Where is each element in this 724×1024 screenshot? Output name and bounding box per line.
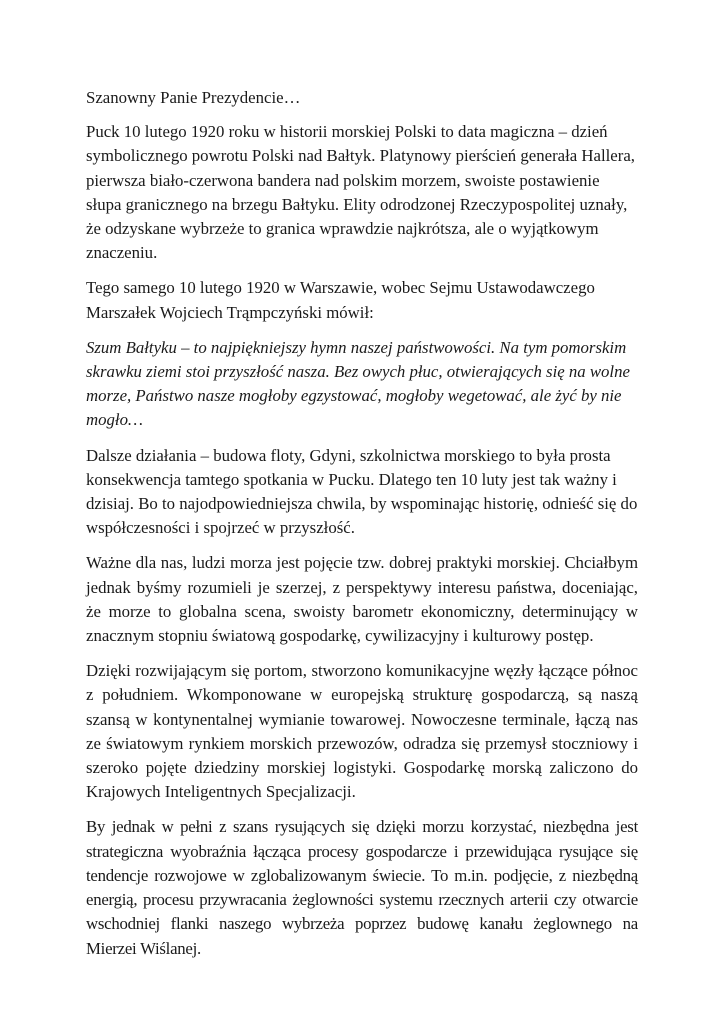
salutation: Szanowny Panie Prezydencie…: [86, 88, 301, 107]
paragraph-puck-1920: Puck 10 lutego 1920 roku w historii morskiej Polski to data magiczna – dzień symbolicznego powrotu Polski nad Bałtyk. Platynowy pierścień generała Hallera, pierwsza biało-czerwona bandera nad polskim morzem, swoiste postawienie słupa granicznego na brzegu Bałtyku. Elity odrodzonej Rzeczypospolitej uznały, że odzyskane wybrzeże to granica wprawdzie najkrótsza, ale o wyjątkowym znaczeniu.: [86, 122, 635, 263]
paragraph-sejm: Tego samego 10 lutego 1920 w Warszawie, wobec Sejmu Ustawodawczego Marszałek Wojciech Trąmpczyński mówił:: [86, 278, 595, 322]
quote-trampczynski: Szum Bałtyku – to najpiękniejszy hymn naszej państwowości. Na tym pomorskim skrawku ziemi stoi przyszłość nasza. Bez owych płuc, otwierających się na wolne morze, Państwo nasze mogłoby egzystować, mogłoby wegetować, ale żyć by nie mogło…: [86, 337, 630, 430]
paragraph-consequences: Dalsze działania – budowa floty, Gdyni, szkolnictwa morskiego to była prosta konsekwencja tamtego spotkania w Pucku. Dlatego ten 10 luty jest tak ważny i dzisiaj. Bo to najodpowiedniejsza chwila, by wspominając historię, odnieść się do współczesności i spojrzeć w przyszłość.: [86, 445, 638, 538]
paragraph-maritime-practice: Ważne dla nas, ludzi morza jest pojęcie tzw. dobrej praktyki morskiej. Chciałbym jednak byśmy rozumieli je szerzej, z perspektywy interesu państwa, doceniając, że morze to globalna scena, swoisty barometr ekonomiczny, determinujący w znacznym stopniu światową gospodarkę, cywilizacyjny i kulturowy postęp.: [86, 553, 638, 646]
letter-page: [86, 86, 638, 972]
paragraph-strategy: By jednak w pełni z szans rysujących się dzięki morzu korzystać, niezbędna jest strategiczna wyobraźnia łącząca procesy gospodarcze i przewidująca rysujące się tendencje rozwojowe w zglobalizowanym świecie. To m.in. podjęcie, z niezbędną energią, procesu przywracania żeglowności systemu rzecznych arterii czy otwarcie wschodniej flanki naszego wybrzeża poprzez budowę kanału żeglownego na Mierzei Wiślanej.: [86, 817, 638, 958]
paragraph-ports: Dzięki rozwijającym się portom, stworzono komunikacyjne węzły łączące północ z południem. Wkomponowane w europejską strukturę gospodarczą, są naszą szansą w kontynentalnej wymianie towarowej. Nowoczesne terminale, łączą nas ze światowym rynkiem morskich przewozów, odradza się przemysł stoczniowy i szeroko pojęte dziedziny morskiej logistyki. Gospodarkę morską zaliczono do Krajowych Inteligentnych Specjalizacji.: [86, 661, 638, 802]
